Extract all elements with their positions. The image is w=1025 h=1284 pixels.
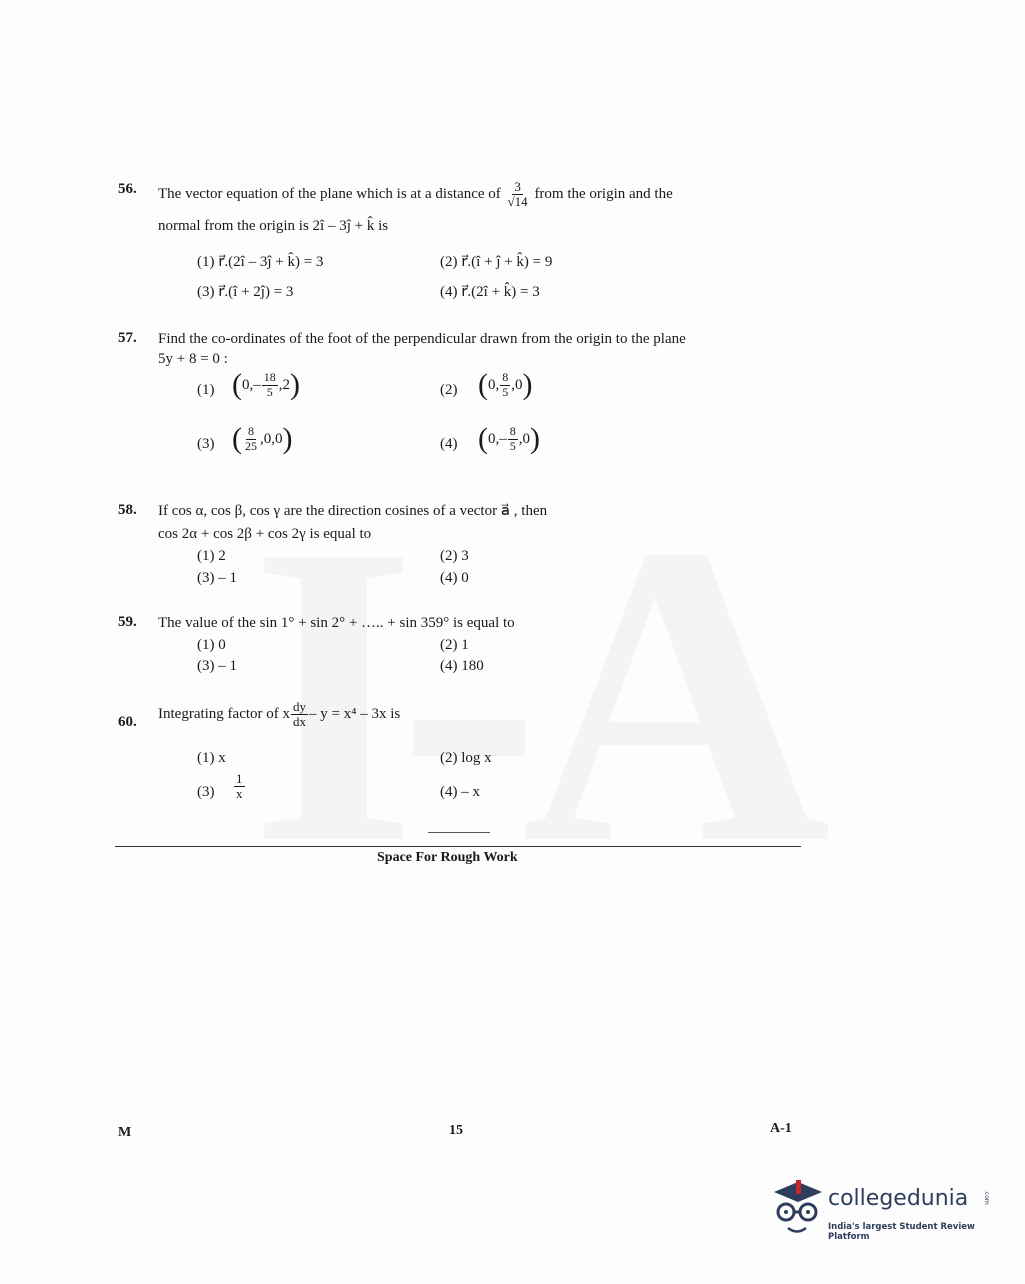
q60-text-pre: Integrating factor of x: [158, 705, 291, 722]
q56-text-a: The vector equation of the plane which is at a distance of: [158, 186, 501, 203]
q58-option-3: (3) – 1: [197, 570, 237, 586]
q57-o2-num: 8: [502, 370, 509, 385]
q60-o3-num: 1: [236, 771, 243, 786]
footer-left: M: [118, 1125, 132, 1140]
q60-option-2: (2) log x: [440, 750, 492, 766]
q58-option-1: (1) 2: [197, 548, 226, 564]
q60-text-post: – y = x⁴ – 3x is: [309, 705, 401, 722]
footer-right: A-1: [770, 1121, 792, 1136]
q57-o1-pre: 0,–: [242, 376, 261, 393]
q57-o4-den: 5: [509, 438, 516, 453]
q56-text-line1: [158, 180, 808, 210]
q56-text-line2: normal from the origin is 2î – 3ĵ + k̂ is: [158, 218, 389, 234]
q58-number: 58.: [118, 502, 137, 518]
q57-o2-den: 5: [502, 384, 509, 399]
q56-distance: [506, 180, 530, 210]
q60-number: 60.: [118, 714, 137, 730]
q56-text-b: from the origin and the: [534, 186, 673, 203]
q57-o3-den: 25: [245, 438, 257, 453]
logo-tagline: India's largest Student Review Platform: [828, 1222, 975, 1242]
q57-option-2: ( 0, $\frac{8}{5}$ ,0 ): [478, 368, 533, 401]
q56-number: 56.: [118, 181, 137, 197]
q57-o3-post: ,0,0: [260, 430, 283, 447]
q58-text-line2: cos 2α + cos 2β + cos 2γ is equal to: [158, 526, 372, 542]
q60-o3-den: x: [236, 786, 243, 802]
page-number: 15: [449, 1123, 463, 1138]
q59-option-2: (2) 1: [440, 637, 469, 653]
q57-option-3-label: (3): [197, 436, 215, 452]
q57-option-1: ( 0,– $\frac{18}{5}$ ,2 ): [232, 368, 300, 401]
q59-option-1: (1) 0: [197, 637, 226, 653]
q60-option-4: (4) – x: [440, 784, 480, 800]
q60-dy: dy: [293, 699, 307, 714]
q57-option-3: ( $\frac{8}{25}$ ,0,0 ): [232, 422, 293, 455]
q57-o4-num: 8: [509, 424, 516, 439]
q57-o2-post: ,0: [511, 376, 523, 393]
q57-option-4: ( 0,– $\frac{8}{5}$ ,0 ): [478, 422, 540, 455]
student-mascot-icon: [770, 1178, 826, 1242]
q59-option-4: (4) 180: [440, 658, 484, 674]
q57-option-2-label: (2): [440, 382, 458, 398]
q60-option-3: [233, 772, 246, 802]
q57-o3-num: 8: [248, 424, 254, 439]
q57-o2-pre: 0,: [488, 376, 500, 393]
q57-option-4-label: (4): [440, 436, 458, 452]
q59-number: 59.: [118, 614, 137, 630]
q57-text-line2: 5y + 8 = 0 :: [158, 351, 228, 367]
q60-dx: dx: [293, 714, 307, 730]
q58-option-4: (4) 0: [440, 570, 469, 586]
q59-option-3: (3) – 1: [197, 658, 237, 674]
q60-option-1: (1) x: [197, 750, 226, 766]
q57-o1-post: ,2: [278, 376, 290, 393]
q59-text: The value of the sin 1° + sin 2° + ….. + sin 359° is equal to: [158, 615, 515, 631]
section-divider: [115, 846, 801, 847]
q56-distance-den: √14: [507, 194, 528, 210]
q57-number: 57.: [118, 330, 137, 346]
q56-distance-num: 3: [514, 179, 521, 194]
q57-option-1-label: (1): [197, 382, 215, 398]
q57-text-line1: Find the co-ordinates of the foot of the perpendicular drawn from the origin to the plane: [158, 331, 686, 347]
q57-o4-post: ,0: [518, 430, 530, 447]
logo-wordmark: collegedunia: [828, 1186, 969, 1211]
logo-suffix: .com: [983, 1190, 990, 1205]
q58-text-line1: If cos α, cos β, cos γ are the direction cosines of a vector a⃗ , then: [158, 503, 548, 519]
q57-o1-den: 5: [266, 384, 273, 399]
rough-work-label: Space For Rough Work: [377, 850, 518, 865]
q60-text: [158, 700, 400, 730]
q56-option-1: (1) r⃗.(2î – 3ĵ + k̂) = 3: [197, 254, 324, 270]
q56-option-2: (2) r⃗.(î + ĵ + k̂) = 9: [440, 254, 553, 270]
q60-option-3-label: (3): [197, 784, 215, 800]
q56-option-4: (4) r⃗.(2î + k̂) = 3: [440, 284, 540, 300]
q56-option-3: (3) r⃗.(î + 2ĵ) = 3: [197, 284, 294, 300]
q58-option-2: (2) 3: [440, 548, 469, 564]
short-divider: [428, 832, 490, 833]
collegedunia-logo: [770, 1178, 995, 1248]
q57-o1-num: 18: [263, 370, 276, 385]
q57-o4-pre: 0,–: [488, 430, 507, 447]
